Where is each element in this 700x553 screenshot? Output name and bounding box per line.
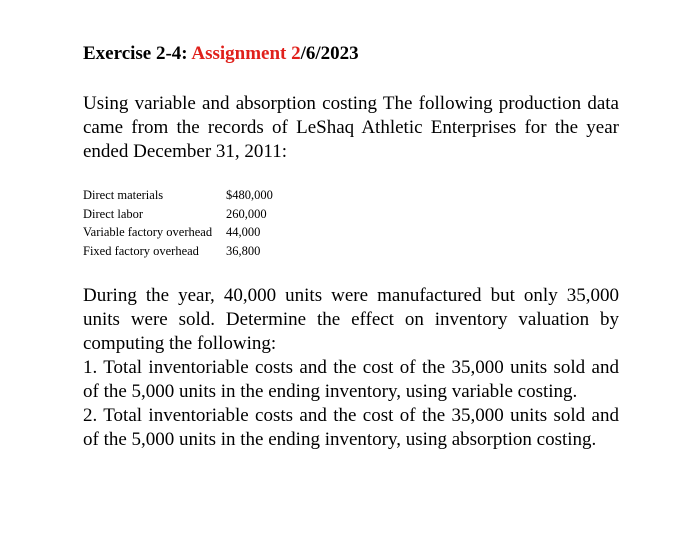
table-row [83,223,273,242]
table-row [83,242,273,261]
assignment-date-suffix: /6/2023 [300,43,359,64]
cost-amount: 36,800 [226,243,261,258]
exercise-title-prefix: Exercise 2-4: [83,43,192,64]
cost-amount: $480,000 [226,188,273,202]
exercise-title [83,42,359,66]
table-row [83,205,273,224]
production-cost-table [83,186,273,260]
cost-amount: 260,000 [226,206,267,221]
cost-label: Direct materials [83,188,164,202]
question-item-1: 1. Total inventoriable costs and the cost of the 35,000 units sold and of the 5,000 units in the ending inventory, using variable costing. [83,357,619,402]
cost-label: Variable factory overhead [83,225,213,239]
question-block [83,284,619,452]
problem-intro: Using variable and absorption costing The following production data came from the records of LeShaq Athletic Enterprises for the year ended December 31, 2011: [83,93,619,162]
question-intro: During the year, 40,000 units were manufactured but only 35,000 units were sold. Determine the effect on inventory valuation by computing the following: [83,285,619,354]
cost-label: Fixed factory overhead [83,243,199,258]
question-item-2: 2. Total inventoriable costs and the cost of the 35,000 units sold and of the 5,000 units in the ending inventory, using absorption costing. [83,405,619,450]
cost-amount: 44,000 [226,225,261,239]
table-row [83,186,273,205]
cost-label: Direct labor [83,206,144,221]
assignment-label: Assignment 2 [191,43,301,64]
